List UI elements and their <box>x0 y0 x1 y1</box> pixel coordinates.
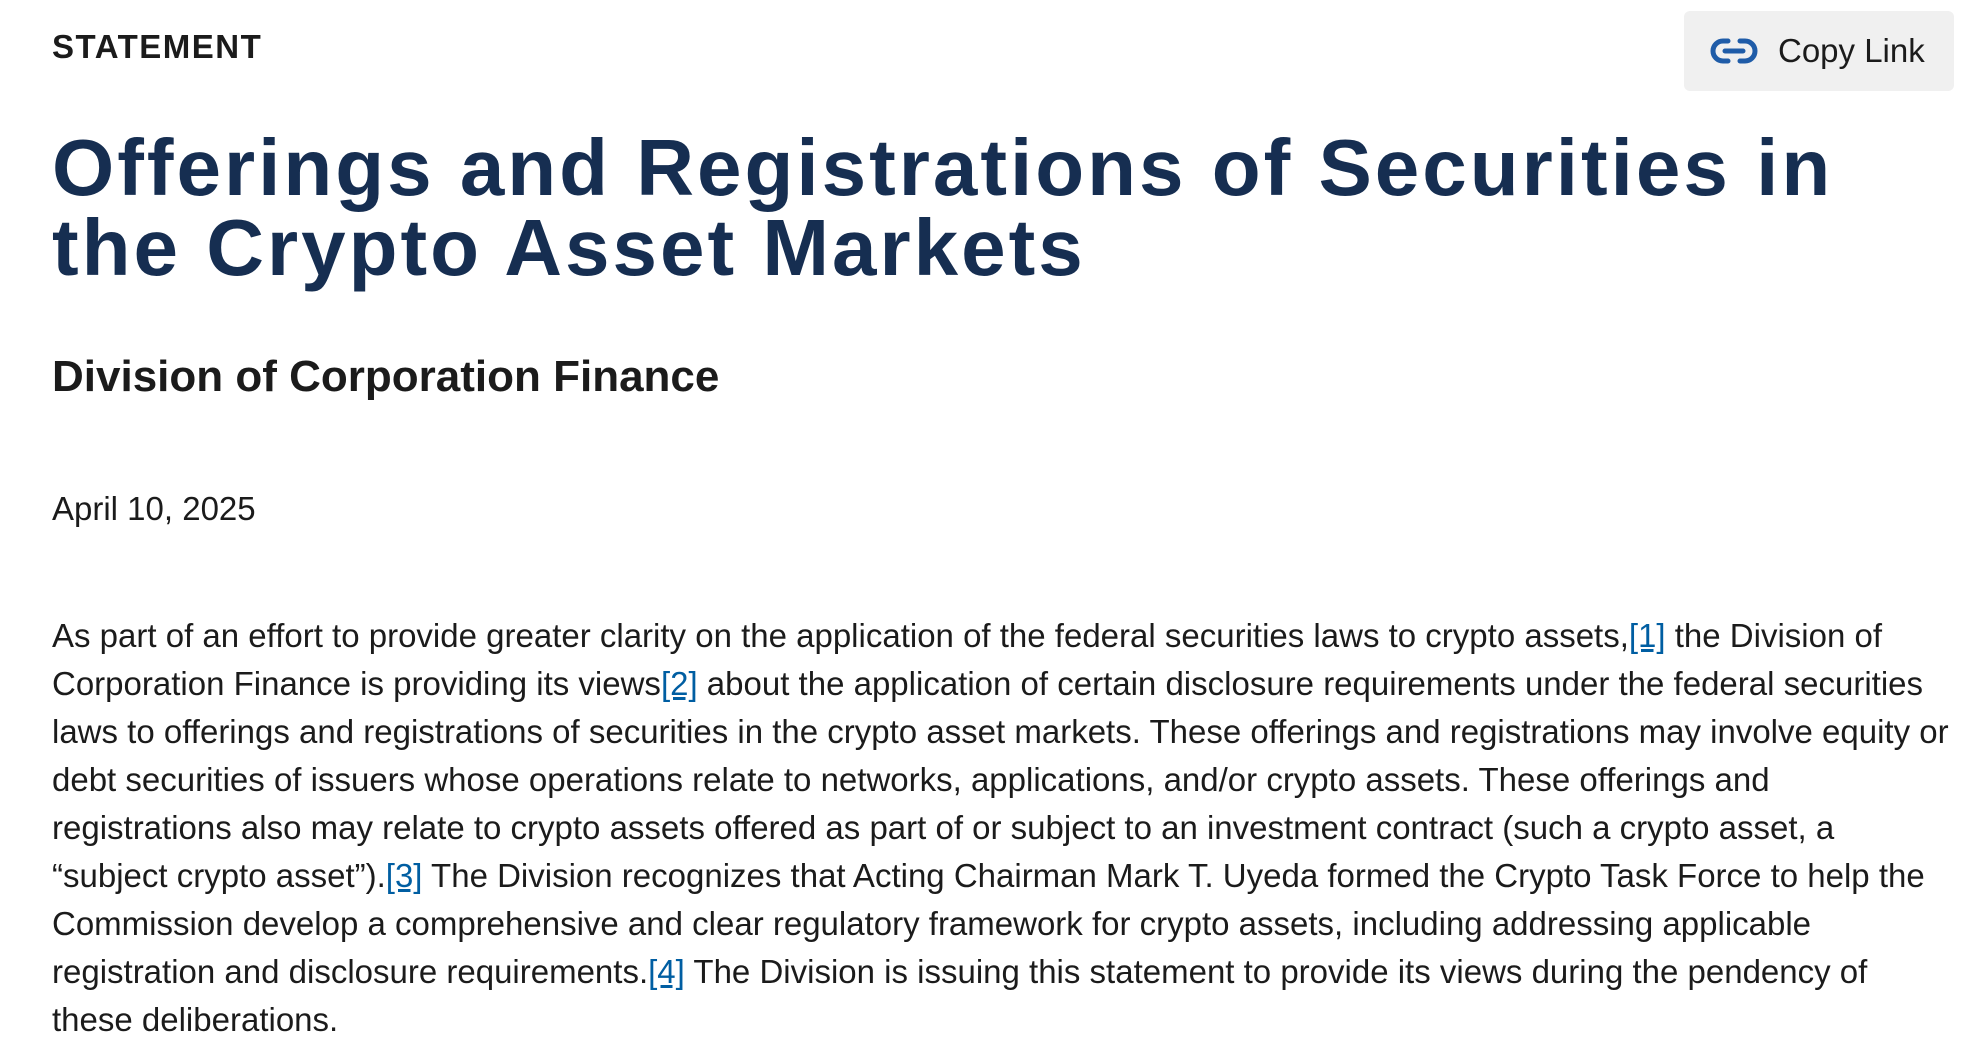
footnote-link-1[interactable]: [1] <box>1628 617 1666 654</box>
division-name: Division of Corporation Finance <box>52 352 720 401</box>
paragraph-text: The Division is issuing this statement to provide its views during the pendency of these deliberations. <box>52 953 1868 1038</box>
publication-date: April 10, 2025 <box>52 490 256 527</box>
paragraph-text: about the application of certain disclosure requirements under the federal securities laws to offerings and registrations of securities in the crypto asset markets. These offerings and registrations may involve equity or debt securities of issuers whose operations relate to networks, applications, and/or crypto assets. These offerings and registrations also may relate to crypto assets offered as part of or subject to an investment contract (such a crypto asset, a “subject crypto asset”). <box>52 665 1949 894</box>
body-paragraph <box>52 612 1952 1044</box>
footnote-link-3[interactable]: [3] <box>385 857 423 894</box>
page-title: Offerings and Registrations of Securities in the Crypto Asset Markets <box>52 123 1834 292</box>
footnote-link-4[interactable]: [4] <box>648 953 685 990</box>
copy-link-button[interactable] <box>1684 11 1954 91</box>
footnote-link-2[interactable]: [2] <box>660 665 698 702</box>
paragraph-text: The Division recognizes that Acting Chairman Mark T. Uyeda formed the Crypto Task Force to help the Commission develop a comprehensive and clear regulatory framework for crypto assets, including addressing applicable registration and disclosure requirements. <box>52 857 1925 990</box>
paragraph-text: As part of an effort to provide greater clarity on the application of the federal securities laws to crypto assets, <box>52 617 1629 654</box>
copy-link-label: Copy Link <box>1778 32 1925 69</box>
paragraph-text: the Division of Corporation Finance is providing its views <box>52 617 1883 702</box>
content-type-label: STATEMENT <box>52 28 263 65</box>
link-icon <box>1710 37 1758 65</box>
